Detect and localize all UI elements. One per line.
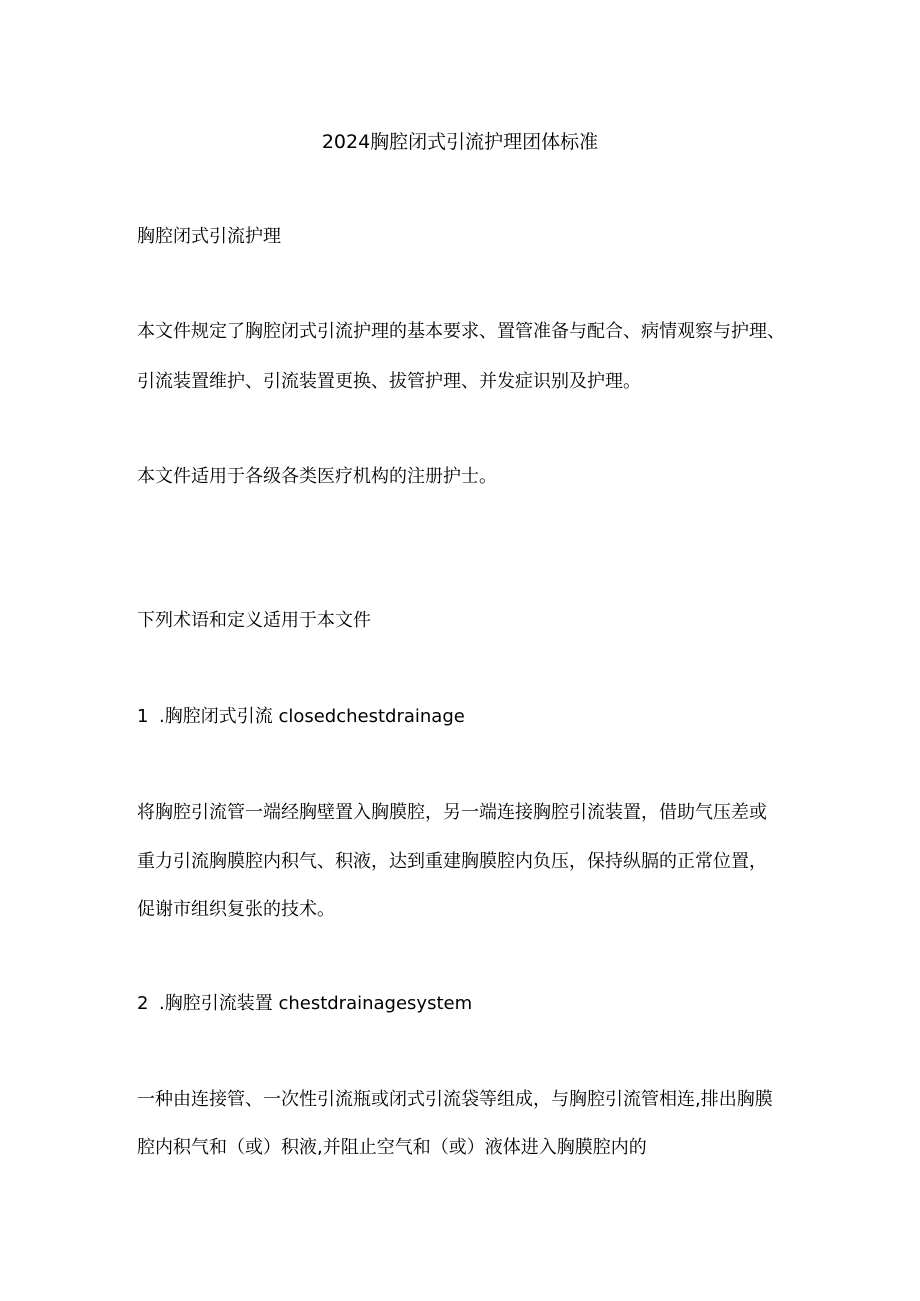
document-title: 2024胸腔闭式引流护理团体标准 [321,131,599,153]
term-1-heading [137,703,465,731]
scope-text-line-2: 引流装置维护、引流装置更换、拔管护理、并发症识别及护理。 [137,371,641,392]
term-1-definition-line-3: 促谢市组织复张的技术。 [137,899,335,920]
term-1-number: 1 [137,706,149,727]
term-1-title: .胸腔闭式引流 closedchestdrainage [159,706,465,727]
applicability-text: 本文件适用于各级各类医疗机构的注册护士。 [137,466,497,487]
scope-text-line-1: 本文件规定了胸腔闭式引流护理的基本要求、置管准备与配合、病情观察与护理、 [137,321,785,342]
term-1-definition-line-1: 将胸腔引流管一端经胸壁置入胸膜腔，另一端连接胸腔引流装置，借助气压差或 [137,802,767,823]
term-2-number: 2 [137,993,149,1014]
term-2-title: .胸腔引流装置 chestdrainagesystem [159,993,473,1014]
term-2-definition-line-1: 一种由连接管、一次性引流瓶或闭式引流袋等组成，与胸腔引流管相连,排出胸膜 [137,1089,773,1110]
terms-intro: 下列术语和定义适用于本文件 [137,610,371,631]
term-2-definition-line-2: 腔内积气和（或）积液,并阻止空气和（或）液体进入胸膜腔内的 [137,1137,647,1158]
term-1-definition-line-2: 重力引流胸膜腔内积气、积液，达到重建胸膜腔内负压，保持纵膈的正常位置， [137,851,767,872]
section-heading: 胸腔闭式引流护理 [137,226,281,247]
term-2-heading [137,990,472,1018]
